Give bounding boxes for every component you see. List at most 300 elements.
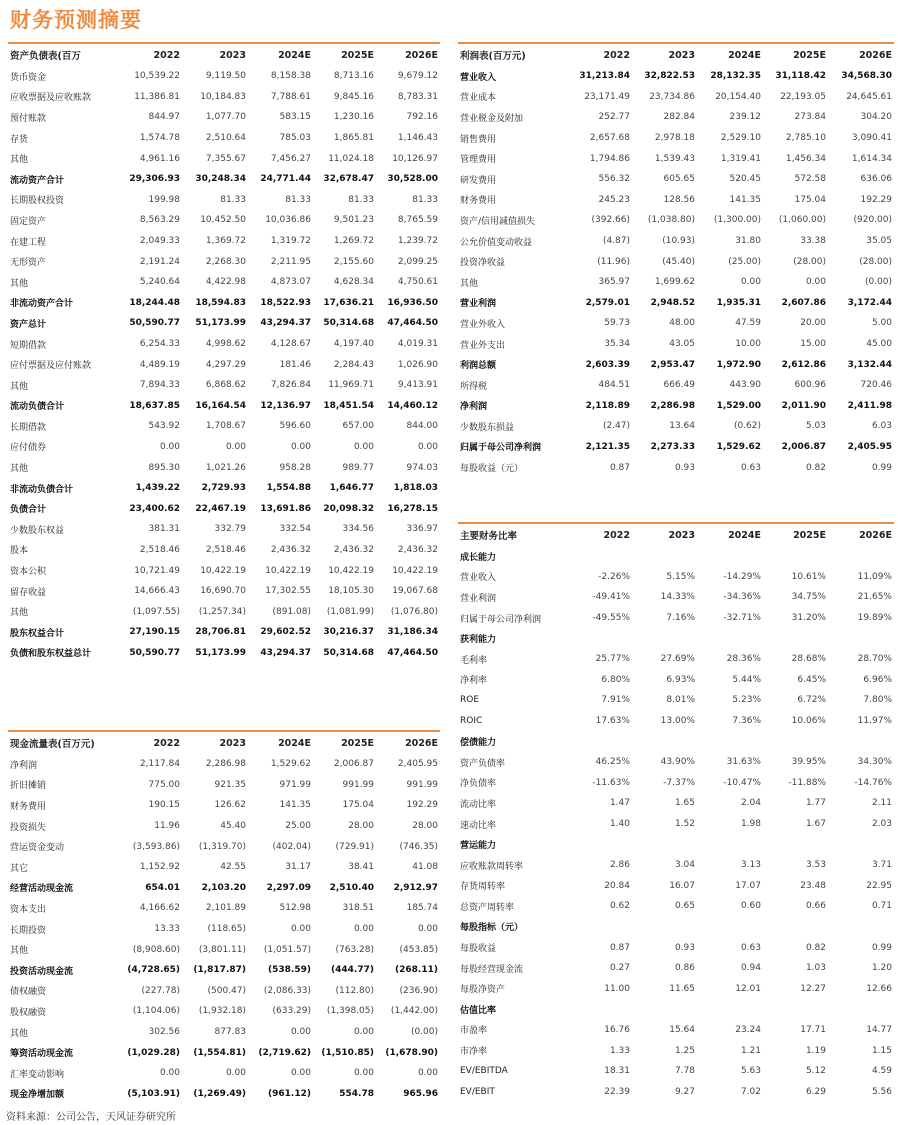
table-row <box>8 1022 440 1043</box>
cell-value: 1,026.90 <box>397 359 438 370</box>
cell-value: (28.00) <box>793 256 826 267</box>
cell-value: 1,021.26 <box>205 462 246 473</box>
cell-value: 23,400.62 <box>129 503 180 514</box>
section-row <box>458 546 894 567</box>
cell-value <box>697 731 763 752</box>
cell-value: (25.00) <box>728 256 761 267</box>
cell-value: 3.53 <box>805 860 826 871</box>
row-label: 营业收入 <box>460 72 497 83</box>
cell-value: 245.23 <box>598 194 630 205</box>
cell-value: 10,422.19 <box>200 565 246 576</box>
table-row <box>458 231 894 252</box>
cell-value: 0.00 <box>353 441 374 452</box>
cell-value: 2,211.95 <box>270 256 311 267</box>
cell-value: 20,098.32 <box>323 503 374 514</box>
table-title: 现金流量表(百万元) <box>8 731 118 754</box>
table-row <box>8 836 440 857</box>
row-label: 应付债券 <box>10 443 47 454</box>
cell-value: 0.00 <box>740 277 761 288</box>
table-row <box>8 622 440 643</box>
cell-value: 31.63% <box>726 757 761 768</box>
row-label: 营业成本 <box>460 93 497 104</box>
table-row <box>8 939 440 960</box>
cell-value: 7,826.84 <box>270 380 311 391</box>
table-row <box>458 752 894 773</box>
cell-value: 0.00 <box>290 1027 311 1038</box>
cell-value: 1.65 <box>674 798 695 809</box>
cell-value: 1.15 <box>871 1045 892 1056</box>
cell-value: 59.73 <box>604 318 630 329</box>
cell-value: 895.30 <box>148 462 180 473</box>
cell-value: 18,105.30 <box>328 586 374 597</box>
cell-value: -11.63% <box>592 777 630 788</box>
row-label: 营业收入 <box>460 573 497 584</box>
cell-value: 1.98 <box>740 819 761 830</box>
cell-value: 4,297.29 <box>205 359 246 370</box>
cell-value: 334.56 <box>342 524 374 535</box>
cell-value: 2,948.52 <box>650 297 695 308</box>
cell-value: 1,077.70 <box>205 112 246 123</box>
row-label: 少数股东权益 <box>10 525 65 536</box>
cell-value: 10,126.97 <box>392 153 438 164</box>
cell-value: 13.64 <box>669 421 695 432</box>
cell-value: 43.05 <box>669 339 695 350</box>
cell-value: 785.03 <box>279 133 311 144</box>
cell-value: 1.19 <box>805 1045 826 1056</box>
cell-value: 2,978.18 <box>654 133 695 144</box>
table-title: 资产负债表(百万 <box>8 43 118 66</box>
cell-value: 25.00 <box>285 821 311 832</box>
cell-value: 25.77% <box>595 654 630 665</box>
cell-value: (500.47) <box>207 985 246 996</box>
row-label: 估值比率 <box>460 1005 497 1016</box>
column-header: 2023 <box>632 523 697 546</box>
cell-value: (1,076.80) <box>390 606 438 617</box>
cell-value: (763.28) <box>335 944 374 955</box>
cell-value: 175.04 <box>794 194 826 205</box>
cell-value: (1,554.81) <box>193 1047 246 1058</box>
row-label: 其他 <box>10 946 29 957</box>
table-row <box>458 608 894 629</box>
cell-value <box>697 917 763 938</box>
cell-value: 1,554.88 <box>266 483 311 494</box>
cell-value: 16.07 <box>669 880 695 891</box>
cell-value: 5.00 <box>871 318 892 329</box>
cell-value: 1,529.62 <box>270 759 311 770</box>
row-label: 营业税金及附加 <box>460 113 524 124</box>
cell-value: 17.71 <box>800 1024 826 1035</box>
cell-value: 282.84 <box>663 112 695 123</box>
table-row <box>458 855 894 876</box>
table-row <box>8 313 440 334</box>
cell-value: 20,154.40 <box>715 91 761 102</box>
cell-value: 2,286.98 <box>205 759 246 770</box>
cell-value: 19,067.68 <box>392 586 438 597</box>
cell-value: 16,164.54 <box>195 400 246 411</box>
cell-value: 11.97% <box>857 716 892 727</box>
cell-value: 1,456.34 <box>785 153 826 164</box>
column-header: 2026E <box>376 731 440 754</box>
cell-value: 43,294.37 <box>260 647 311 658</box>
cell-value: 126.62 <box>214 800 246 811</box>
cell-value: 0.66 <box>805 901 826 912</box>
cell-value: 192.29 <box>860 194 892 205</box>
cell-value: 43,294.37 <box>260 318 311 329</box>
cell-value: 141.35 <box>279 800 311 811</box>
cell-value: 175.04 <box>342 800 374 811</box>
table-row <box>8 857 440 878</box>
cell-value: 1,818.03 <box>393 483 438 494</box>
cell-value: 2,121.35 <box>585 441 630 452</box>
table-row <box>458 334 894 355</box>
cell-value: (1,300.00) <box>713 215 761 226</box>
section-row <box>458 628 894 649</box>
table-row <box>8 498 440 519</box>
table-header-row <box>8 43 440 66</box>
cell-value: (392.66) <box>591 215 630 226</box>
cell-value: -34.36% <box>723 592 761 603</box>
cell-value <box>763 546 828 567</box>
cell-value: 31.80 <box>735 236 761 247</box>
balance-sheet-table <box>8 42 440 663</box>
cell-value: 5.56 <box>871 1086 892 1097</box>
cell-value: 3,090.41 <box>851 133 892 144</box>
cell-value: 4,128.67 <box>270 339 311 350</box>
row-label: 其他 <box>460 278 479 289</box>
cell-value: -7.37% <box>663 777 695 788</box>
table-row <box>8 107 440 128</box>
cell-value: 81.33 <box>348 194 374 205</box>
cell-value: 2.11 <box>871 798 892 809</box>
cell-value <box>763 628 828 649</box>
cell-value: 3.04 <box>674 860 695 871</box>
cell-value: 8.01% <box>666 695 695 706</box>
cell-value: 0.00 <box>417 924 438 935</box>
cell-value: 10,721.49 <box>134 565 180 576</box>
cell-value: 2,579.01 <box>585 297 630 308</box>
row-label: 管理费用 <box>460 155 497 166</box>
cell-value: 27,190.15 <box>129 627 180 638</box>
row-label: 偿债能力 <box>460 738 497 749</box>
cell-value: 596.60 <box>279 421 311 432</box>
cell-value: 17,302.55 <box>265 586 311 597</box>
cell-value: 50,590.77 <box>129 318 180 329</box>
table-row <box>458 66 894 87</box>
cell-value: 2,103.20 <box>201 882 246 893</box>
cell-value: 17.07 <box>735 880 761 891</box>
cell-value: 12,136.97 <box>260 400 311 411</box>
table-row <box>458 567 894 588</box>
cell-value: 22,193.05 <box>780 91 826 102</box>
row-label: 投资净收益 <box>460 258 506 269</box>
table-row <box>8 795 440 816</box>
row-label: 投资损失 <box>10 822 47 833</box>
cell-value: 31.20% <box>791 613 826 624</box>
cell-value: (268.11) <box>395 965 438 976</box>
table-row <box>8 519 440 540</box>
cell-value <box>828 917 894 938</box>
table-row <box>458 313 894 334</box>
row-label: 留存收益 <box>10 587 47 598</box>
row-label: 营运资金变动 <box>10 843 65 854</box>
cell-value: 2,049.33 <box>139 236 180 247</box>
cell-value <box>828 731 894 752</box>
cell-value: (1,257.34) <box>198 606 246 617</box>
cell-value: 18,451.54 <box>323 400 374 411</box>
table-row <box>458 293 894 314</box>
cell-value: 18,594.83 <box>195 297 246 308</box>
row-label: 负债合计 <box>10 505 47 516</box>
cell-value: 0.63 <box>740 462 761 473</box>
cell-value: (453.85) <box>399 944 438 955</box>
cell-value: 81.33 <box>220 194 246 205</box>
table-header-row <box>8 731 440 754</box>
cell-value: 11,969.71 <box>328 380 374 391</box>
column-header: 2025E <box>763 43 828 66</box>
cell-value: 2.86 <box>609 860 630 871</box>
cell-value: (1,817.87) <box>193 965 246 976</box>
cell-value: 0.71 <box>871 901 892 912</box>
cell-value: 22,467.19 <box>195 503 246 514</box>
table-row <box>458 437 894 458</box>
cell-value: 19.89% <box>857 613 892 624</box>
cell-value <box>763 731 828 752</box>
table-row <box>458 148 894 169</box>
cell-value: 958.28 <box>279 462 311 473</box>
cell-value: 11.65 <box>669 983 695 994</box>
row-label: 流动比率 <box>460 799 497 810</box>
cell-value: 0.00 <box>159 1068 180 1079</box>
row-label: 其他 <box>10 1028 29 1039</box>
cell-value: 0.00 <box>225 1068 246 1079</box>
cell-value: 29,602.52 <box>260 627 311 638</box>
row-label: 短期借款 <box>10 340 47 351</box>
cell-value: 844.00 <box>406 421 438 432</box>
table-row <box>8 560 440 581</box>
cell-value <box>568 917 632 938</box>
row-label: 每股指标（元） <box>460 923 524 934</box>
cell-value <box>568 628 632 649</box>
column-header: 2025E <box>313 43 376 66</box>
row-label: 汇率变动影响 <box>10 1069 65 1080</box>
cell-value: 583.15 <box>279 112 311 123</box>
cell-value: 1,708.67 <box>205 421 246 432</box>
cell-value: 0.00 <box>225 441 246 452</box>
cell-value: 654.01 <box>145 882 180 893</box>
row-label: 投资活动现金流 <box>10 966 74 977</box>
cell-value <box>568 731 632 752</box>
cell-value: 192.29 <box>406 800 438 811</box>
cell-value: (1,510.85) <box>321 1047 374 1058</box>
cell-value: 46.25% <box>595 757 630 768</box>
cell-value: (444.77) <box>331 965 374 976</box>
row-label: 营业利润 <box>460 593 497 604</box>
table-row <box>8 396 440 417</box>
row-label: 非流动负债合计 <box>10 484 74 495</box>
row-label: EV/EBIT <box>460 1086 495 1097</box>
row-label: 成长能力 <box>460 552 497 563</box>
cell-value <box>632 999 697 1020</box>
table-row <box>8 354 440 375</box>
cell-value: (2,719.62) <box>258 1047 311 1058</box>
cell-value: 10,184.83 <box>200 91 246 102</box>
cell-value: 7.78 <box>674 1066 695 1077</box>
cell-value: 302.56 <box>148 1027 180 1038</box>
cell-value: 9,679.12 <box>397 71 438 82</box>
cell-value: 28.68% <box>791 654 826 665</box>
cell-value: 28,706.81 <box>195 627 246 638</box>
cell-value <box>828 999 894 1020</box>
cell-value: 28,132.35 <box>710 71 761 82</box>
row-label: 存货 <box>10 134 29 145</box>
table-row <box>458 711 894 732</box>
cell-value: 20.00 <box>800 318 826 329</box>
table-row <box>458 87 894 108</box>
cell-value: 28.00 <box>348 821 374 832</box>
cell-value: 11,386.81 <box>134 91 180 102</box>
cell-value: 15.00 <box>800 339 826 350</box>
row-label: 获利能力 <box>460 635 497 646</box>
row-label: 经营活动现金流 <box>10 884 74 895</box>
section-row <box>458 731 894 752</box>
cell-value: 304.20 <box>860 112 892 123</box>
cell-value: 554.78 <box>339 1088 374 1099</box>
cell-value: 2,284.43 <box>333 359 374 370</box>
column-header: 2023 <box>632 43 697 66</box>
table-row <box>8 1063 440 1084</box>
cash-flow-table <box>8 730 440 1104</box>
cell-value: (2.47) <box>602 421 630 432</box>
table-row <box>8 643 440 664</box>
cell-value: 9,845.16 <box>333 91 374 102</box>
cell-value: 14,460.12 <box>387 400 438 411</box>
table-row <box>458 937 894 958</box>
cell-value: 239.12 <box>729 112 761 123</box>
table-row <box>8 190 440 211</box>
table-row <box>8 898 440 919</box>
cell-value: -11.88% <box>788 777 826 788</box>
column-header: 2023 <box>182 43 248 66</box>
table-header-row <box>458 523 894 546</box>
cell-value: 443.90 <box>729 380 761 391</box>
cell-value: 1,152.92 <box>139 862 180 873</box>
cell-value: 10,422.19 <box>328 565 374 576</box>
cell-value: 657.00 <box>342 421 374 432</box>
cell-value: 991.99 <box>406 779 438 790</box>
row-label: 资本公积 <box>10 567 47 578</box>
cell-value: 2,099.25 <box>397 256 438 267</box>
cell-value: 1,529.62 <box>716 441 761 452</box>
cell-value: 41.08 <box>412 862 438 873</box>
row-label: 筹资活动现金流 <box>10 1049 74 1060</box>
cell-value: 792.16 <box>406 112 438 123</box>
cell-value: 2,297.09 <box>266 882 311 893</box>
cell-value: 47.59 <box>735 318 761 329</box>
cell-value: 2,612.86 <box>781 359 826 370</box>
cell-value: 600.96 <box>794 380 826 391</box>
cell-value: (8,908.60) <box>132 944 180 955</box>
cell-value: 10,422.19 <box>392 565 438 576</box>
cell-value: 1,539.43 <box>654 153 695 164</box>
cell-value: 12.66 <box>866 983 892 994</box>
cell-value: 1.47 <box>609 798 630 809</box>
cell-value: 252.77 <box>598 112 630 123</box>
row-label: 资产总计 <box>10 319 47 330</box>
cell-value: 1,865.81 <box>333 133 374 144</box>
table-row <box>8 87 440 108</box>
cell-value: 16,936.50 <box>387 297 438 308</box>
row-label: 毛利率 <box>460 655 488 666</box>
cell-value: 543.92 <box>148 421 180 432</box>
cell-value: 8,563.29 <box>139 215 180 226</box>
cell-value: 9,501.23 <box>333 215 374 226</box>
cell-value: (746.35) <box>399 841 438 852</box>
row-label: 股本 <box>10 546 29 557</box>
column-header: 2026E <box>376 43 440 66</box>
cell-value: 43.90% <box>660 757 695 768</box>
cell-value: 844.97 <box>148 112 180 123</box>
cell-value: 81.33 <box>285 194 311 205</box>
row-label: 其它 <box>10 863 29 874</box>
row-label: 财务费用 <box>10 801 47 812</box>
cell-value: 1,239.72 <box>397 236 438 247</box>
cell-value: 0.27 <box>609 963 630 974</box>
cell-value: 10,539.22 <box>134 71 180 82</box>
cell-value: 16,278.15 <box>387 503 438 514</box>
cell-value: (920.00) <box>853 215 892 226</box>
table-row <box>8 272 440 293</box>
cell-value: 1,230.16 <box>333 112 374 123</box>
cell-value: 7,894.33 <box>139 380 180 391</box>
row-label: 其他 <box>10 155 29 166</box>
cell-value: 28.70% <box>857 654 892 665</box>
row-label: 存货周转率 <box>460 882 506 893</box>
cell-value: 7.80% <box>863 695 892 706</box>
cell-value: 6.96% <box>863 674 892 685</box>
cell-value <box>568 999 632 1020</box>
cell-value: 128.56 <box>663 194 695 205</box>
cell-value: 10,452.50 <box>200 215 246 226</box>
cell-value: (0.00) <box>410 1027 438 1038</box>
cell-value: 4,750.61 <box>397 277 438 288</box>
cell-value: 0.00 <box>353 1027 374 1038</box>
cell-value: 2,953.47 <box>650 359 695 370</box>
cell-value: 33.38 <box>800 236 826 247</box>
table-row <box>458 457 894 478</box>
cell-value: 2,657.68 <box>589 133 630 144</box>
table-row <box>458 814 894 835</box>
cell-value: 10,422.19 <box>265 565 311 576</box>
cell-value: 8,765.59 <box>397 215 438 226</box>
cell-value: 6.72% <box>797 695 826 706</box>
cell-value: (1,932.18) <box>198 1006 246 1017</box>
table-row <box>458 773 894 794</box>
row-label: 速动比率 <box>460 820 497 831</box>
cell-value: 1.52 <box>674 819 695 830</box>
cell-value: 2,436.32 <box>397 544 438 555</box>
table-row <box>458 958 894 979</box>
cell-value: 32,678.47 <box>323 174 374 185</box>
cell-value: 31,118.42 <box>775 71 826 82</box>
cell-value: 11,024.18 <box>328 153 374 164</box>
column-header: 2026E <box>828 523 894 546</box>
cell-value: 1.33 <box>609 1045 630 1056</box>
cell-value: 2,603.39 <box>585 359 630 370</box>
cell-value: 13,691.86 <box>260 503 311 514</box>
cell-value <box>632 917 697 938</box>
cell-value: (0.00) <box>864 277 892 288</box>
cell-value: 1,646.77 <box>329 483 374 494</box>
